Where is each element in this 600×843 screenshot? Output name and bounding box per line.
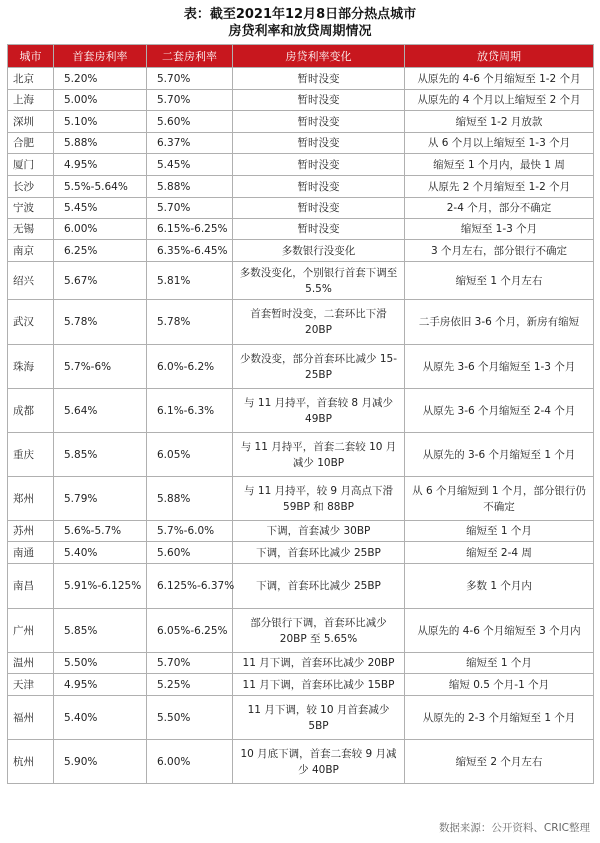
city-cell: 福州 <box>8 696 54 740</box>
city-cell: 深圳 <box>8 111 54 133</box>
rate-table <box>7 44 594 784</box>
rate-change-cell: 部分银行下调，首套环比减少 20BP 至 5.65% <box>233 609 405 653</box>
rate-change-cell: 暂时没变 <box>233 198 405 219</box>
loan-cycle-cell: 缩短至 2-4 周 <box>405 542 594 564</box>
first-rate-cell: 5.85% <box>54 433 147 477</box>
first-rate-cell: 5.40% <box>54 542 147 564</box>
table-row <box>8 542 594 564</box>
second-rate-cell: 5.25% <box>147 674 233 696</box>
rate-change-cell: 10 月底下调，首套二套较 9 月减少 40BP <box>233 740 405 784</box>
table-row <box>8 345 594 389</box>
title-line-1: 表：截至2021年12月8日部分热点城市 <box>183 7 417 22</box>
city-cell: 南京 <box>8 240 54 262</box>
table-row <box>8 653 594 674</box>
second-rate-cell: 5.70% <box>147 68 233 90</box>
rate-change-cell: 11 月下调，首套环比减少 15BP <box>233 674 405 696</box>
table-row <box>8 90 594 111</box>
first-rate-cell: 5.79% <box>54 477 147 521</box>
rate-change-cell: 与 11 月持平，首套较 8 月减少 49BP <box>233 389 405 433</box>
city-cell: 长沙 <box>8 176 54 198</box>
table-row <box>8 111 594 133</box>
city-cell: 绍兴 <box>8 262 54 300</box>
second-rate-cell: 5.70% <box>147 653 233 674</box>
rate-change-cell: 暂时没变 <box>233 90 405 111</box>
table-row <box>8 696 594 740</box>
rate-change-cell: 11 月下调，较 10 月首套减少 5BP <box>233 696 405 740</box>
title-line-2: 房贷利率和放贷周期情况 <box>228 24 372 39</box>
rate-change-cell: 首套暂时没变，二套环比下滑 20BP <box>233 300 405 345</box>
rate-change-cell: 下调，首套环比减少 25BP <box>233 564 405 609</box>
loan-cycle-cell: 从 6 个月缩短到 1 个月，部分银行仍不确定 <box>405 477 594 521</box>
city-cell: 成都 <box>8 389 54 433</box>
city-cell: 温州 <box>8 653 54 674</box>
first-rate-cell: 5.85% <box>54 609 147 653</box>
rate-change-cell: 暂时没变 <box>233 111 405 133</box>
first-rate-cell: 5.90% <box>54 740 147 784</box>
city-cell: 重庆 <box>8 433 54 477</box>
table-row <box>8 154 594 176</box>
first-rate-cell: 5.45% <box>54 198 147 219</box>
loan-cycle-cell: 从原先的 4-6 个月缩短至 1-2 个月 <box>405 68 594 90</box>
second-rate-cell: 5.50% <box>147 696 233 740</box>
city-cell: 南昌 <box>8 564 54 609</box>
rate-change-cell: 暂时没变 <box>233 68 405 90</box>
first-rate-cell: 5.50% <box>54 653 147 674</box>
loan-cycle-cell: 从原先 2 个月缩短至 1-2 个月 <box>405 176 594 198</box>
second-rate-cell: 5.88% <box>147 176 233 198</box>
rate-change-cell: 暂时没变 <box>233 219 405 240</box>
rate-change-cell: 少数没变，部分首套环比减少 15-25BP <box>233 345 405 389</box>
loan-cycle-cell: 二手房依旧 3-6 个月，新房有缩短 <box>405 300 594 345</box>
city-cell: 北京 <box>8 68 54 90</box>
rate-change-cell: 下调，首套减少 30BP <box>233 521 405 542</box>
table-row <box>8 477 594 521</box>
rate-change-cell: 11 月下调，首套环比减少 20BP <box>233 653 405 674</box>
rate-change-cell: 暂时没变 <box>233 154 405 176</box>
second-rate-cell: 5.81% <box>147 262 233 300</box>
first-rate-cell: 5.88% <box>54 133 147 154</box>
second-rate-cell: 6.05%-6.25% <box>147 609 233 653</box>
first-rate-cell: 5.6%-5.7% <box>54 521 147 542</box>
first-rate-cell: 4.95% <box>54 674 147 696</box>
header-rate-change: 房贷利率变化 <box>233 45 405 68</box>
second-rate-cell: 6.35%-6.45% <box>147 240 233 262</box>
table-body <box>8 68 594 784</box>
first-rate-cell: 5.67% <box>54 262 147 300</box>
first-rate-cell: 5.20% <box>54 68 147 90</box>
city-cell: 厦门 <box>8 154 54 176</box>
loan-cycle-cell: 缩短至 1 个月 <box>405 653 594 674</box>
header-city: 城市 <box>8 45 54 68</box>
city-cell: 上海 <box>8 90 54 111</box>
header-loan-cycle: 放贷周期 <box>405 45 594 68</box>
loan-cycle-cell: 缩短至 1 个月内，最快 1 周 <box>405 154 594 176</box>
table-row <box>8 262 594 300</box>
city-cell: 天津 <box>8 674 54 696</box>
rate-change-cell: 暂时没变 <box>233 176 405 198</box>
table-row <box>8 176 594 198</box>
table-row <box>8 521 594 542</box>
table-row <box>8 240 594 262</box>
second-rate-cell: 5.70% <box>147 198 233 219</box>
table-row <box>8 198 594 219</box>
header-second-rate: 二套房利率 <box>147 45 233 68</box>
second-rate-cell: 5.45% <box>147 154 233 176</box>
rate-change-cell: 与 11 月持平，较 9 月高点下滑 59BP 和 88BP <box>233 477 405 521</box>
table-row <box>8 433 594 477</box>
loan-cycle-cell: 缩短至 2 个月左右 <box>405 740 594 784</box>
city-cell: 武汉 <box>8 300 54 345</box>
city-cell: 广州 <box>8 609 54 653</box>
second-rate-cell: 6.37% <box>147 133 233 154</box>
second-rate-cell: 6.1%-6.3% <box>147 389 233 433</box>
table-row <box>8 674 594 696</box>
loan-cycle-cell: 缩短至 1-3 个月 <box>405 219 594 240</box>
loan-cycle-cell: 从原先的 3-6 个月缩短至 1 个月 <box>405 433 594 477</box>
first-rate-cell: 5.7%-6% <box>54 345 147 389</box>
loan-cycle-cell: 从 6 个月以上缩短至 1-3 个月 <box>405 133 594 154</box>
city-cell: 合肥 <box>8 133 54 154</box>
second-rate-cell: 5.7%-6.0% <box>147 521 233 542</box>
city-cell: 珠海 <box>8 345 54 389</box>
header-row <box>8 45 594 68</box>
second-rate-cell: 5.88% <box>147 477 233 521</box>
first-rate-cell: 5.10% <box>54 111 147 133</box>
loan-cycle-cell: 缩短至 1 个月 <box>405 521 594 542</box>
second-rate-cell: 6.0%-6.2% <box>147 345 233 389</box>
city-cell: 宁波 <box>8 198 54 219</box>
loan-cycle-cell: 3 个月左右，部分银行不确定 <box>405 240 594 262</box>
loan-cycle-cell: 从原先 3-6 个月缩短至 2-4 个月 <box>405 389 594 433</box>
loan-cycle-cell: 从原先的 2-3 个月缩短至 1 个月 <box>405 696 594 740</box>
rate-change-cell: 与 11 月持平，首套二套较 10 月减少 10BP <box>233 433 405 477</box>
loan-cycle-cell: 从原先 3-6 个月缩短至 1-3 个月 <box>405 345 594 389</box>
table-row <box>8 68 594 90</box>
loan-cycle-cell: 缩短至 1 个月左右 <box>405 262 594 300</box>
rate-change-cell: 多数银行没变化 <box>233 240 405 262</box>
table-row <box>8 564 594 609</box>
first-rate-cell: 6.00% <box>54 219 147 240</box>
loan-cycle-cell: 多数 1 个月内 <box>405 564 594 609</box>
table-row <box>8 133 594 154</box>
rate-change-cell: 多数没变化，个别银行首套下调至 5.5% <box>233 262 405 300</box>
second-rate-cell: 5.60% <box>147 111 233 133</box>
second-rate-cell: 5.78% <box>147 300 233 345</box>
second-rate-cell: 5.60% <box>147 542 233 564</box>
second-rate-cell: 6.05% <box>147 433 233 477</box>
header-first-rate: 首套房利率 <box>54 45 147 68</box>
first-rate-cell: 4.95% <box>54 154 147 176</box>
city-cell: 无锡 <box>8 219 54 240</box>
table-title <box>0 6 600 40</box>
second-rate-cell: 6.15%-6.25% <box>147 219 233 240</box>
first-rate-cell: 6.25% <box>54 240 147 262</box>
city-cell: 郑州 <box>8 477 54 521</box>
loan-cycle-cell: 2-4 个月，部分不确定 <box>405 198 594 219</box>
table-row <box>8 300 594 345</box>
loan-cycle-cell: 缩短至 1-2 月放款 <box>405 111 594 133</box>
table-row <box>8 609 594 653</box>
city-cell: 苏州 <box>8 521 54 542</box>
loan-cycle-cell: 从原先的 4-6 个月缩短至 3 个月内 <box>405 609 594 653</box>
table-row <box>8 219 594 240</box>
first-rate-cell: 5.64% <box>54 389 147 433</box>
first-rate-cell: 5.00% <box>54 90 147 111</box>
rate-change-cell: 暂时没变 <box>233 133 405 154</box>
city-cell: 杭州 <box>8 740 54 784</box>
table-row <box>8 389 594 433</box>
first-rate-cell: 5.91%-6.125% <box>54 564 147 609</box>
first-rate-cell: 5.40% <box>54 696 147 740</box>
data-source: 数据来源：公开资料、CRIC整理 <box>438 822 590 834</box>
table-row <box>8 740 594 784</box>
first-rate-cell: 5.78% <box>54 300 147 345</box>
second-rate-cell: 5.70% <box>147 90 233 111</box>
loan-cycle-cell: 缩短 0.5 个月-1 个月 <box>405 674 594 696</box>
loan-cycle-cell: 从原先的 4 个月以上缩短至 2 个月 <box>405 90 594 111</box>
second-rate-cell: 6.125%-6.37% <box>147 564 233 609</box>
first-rate-cell: 5.5%-5.64% <box>54 176 147 198</box>
second-rate-cell: 6.00% <box>147 740 233 784</box>
city-cell: 南通 <box>8 542 54 564</box>
rate-change-cell: 下调，首套环比减少 25BP <box>233 542 405 564</box>
